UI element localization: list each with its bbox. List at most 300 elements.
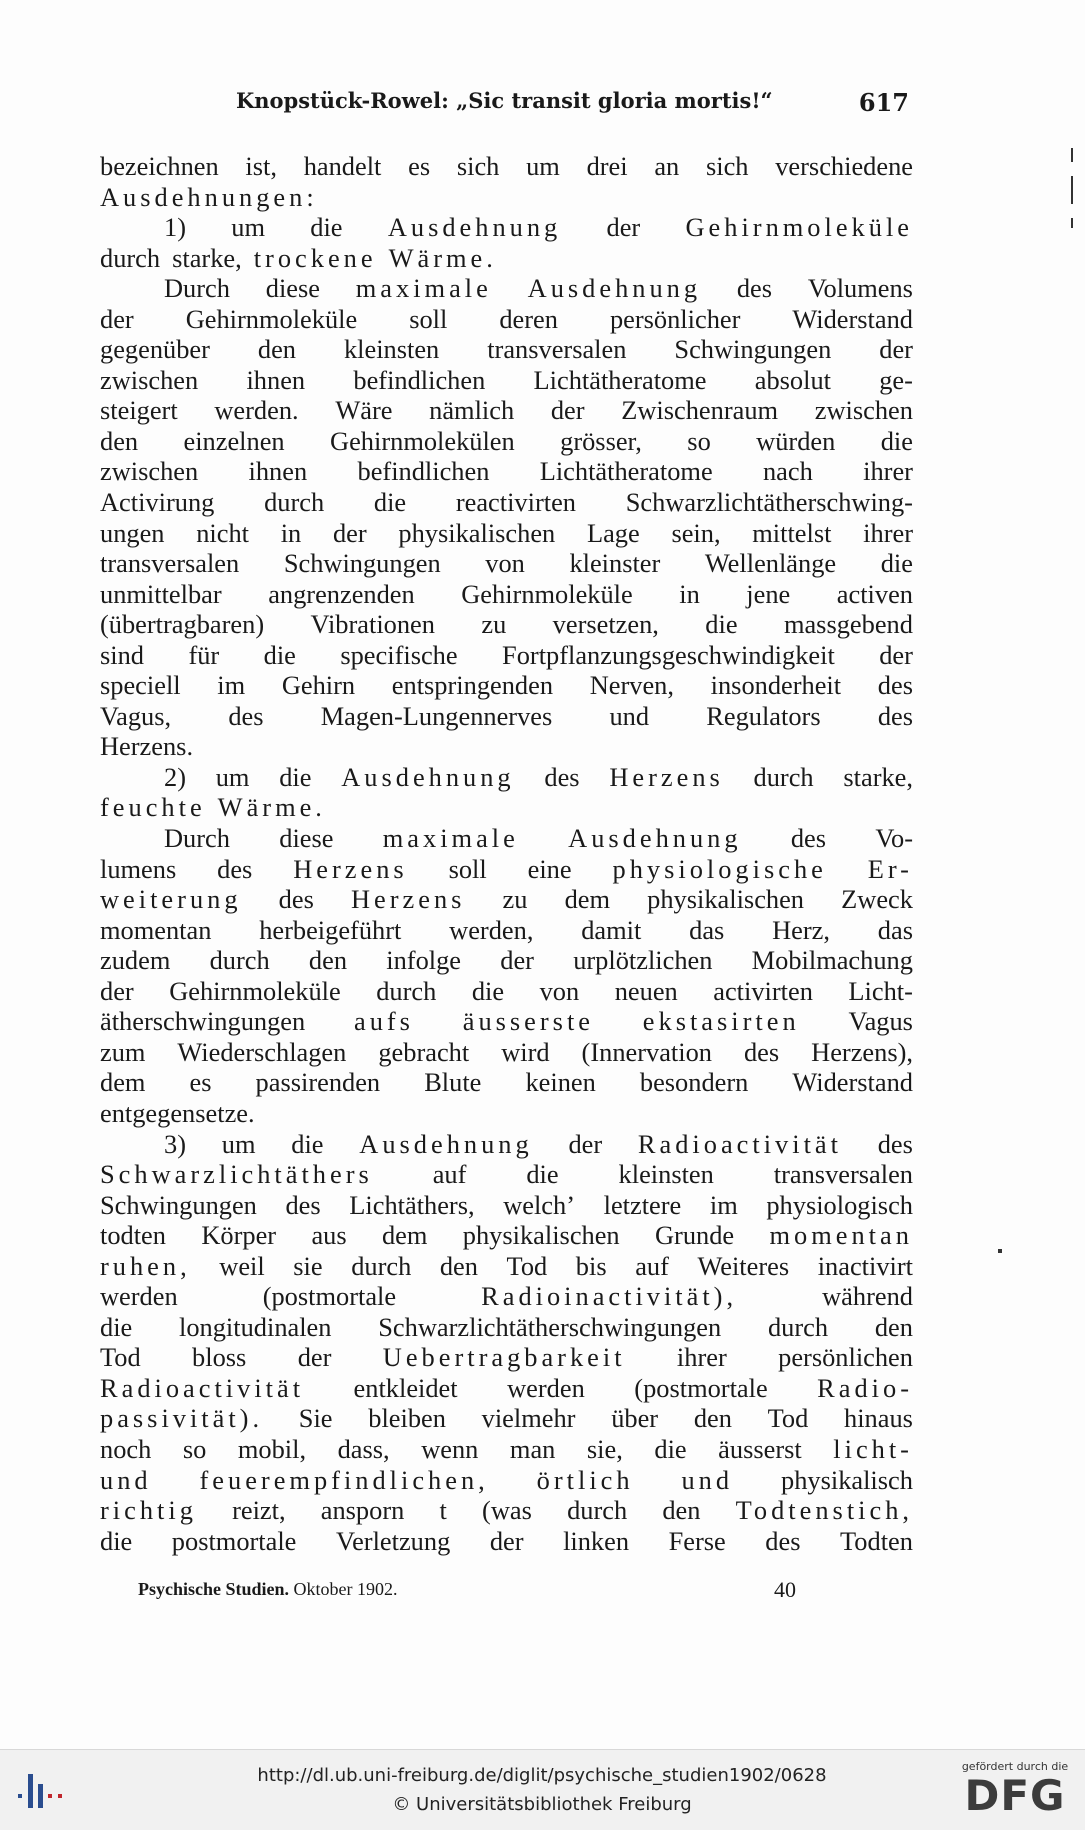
word: eine [527, 853, 572, 884]
word: transversalen [773, 1159, 913, 1190]
word: licht- [833, 1433, 913, 1464]
word: aus [311, 1220, 347, 1251]
word: handelt [303, 151, 382, 181]
word: nach [762, 456, 813, 487]
word: Widerstand [792, 303, 913, 334]
text-line [100, 212, 913, 243]
word: werden. [214, 395, 299, 426]
word: ätherschwingungen [100, 1006, 306, 1037]
text-line [100, 151, 913, 182]
word: mobil, [237, 1433, 307, 1464]
word: und [609, 700, 650, 731]
word: Schwarzlichtäthers [100, 1159, 373, 1190]
word: die [705, 609, 738, 640]
word: den [874, 1311, 913, 1342]
word: der [879, 334, 913, 365]
word: Sie [298, 1403, 333, 1434]
word: auf [635, 1250, 669, 1281]
text-line [100, 976, 913, 1007]
word: Zwischenraum [621, 395, 779, 426]
text-line [100, 334, 913, 365]
word: soll [409, 303, 448, 334]
word: durch [753, 761, 814, 792]
word: jene [746, 578, 791, 609]
word: Ausdehnung [568, 823, 742, 854]
text-line [100, 518, 913, 549]
word: (postmortale [634, 1372, 768, 1403]
word: 3) [164, 1128, 186, 1159]
text-line [100, 1434, 913, 1465]
word: Lichtäthers, [349, 1189, 475, 1220]
word: die [880, 548, 913, 579]
word: der [297, 1342, 332, 1373]
word: momentan [769, 1220, 913, 1251]
word: zudem [100, 945, 171, 976]
word: die [100, 1525, 133, 1556]
text-line [100, 945, 913, 976]
text-line [100, 1006, 913, 1037]
word: starke, [172, 242, 242, 273]
word: reactivirten [455, 487, 576, 518]
word: es [408, 151, 431, 181]
word: des [743, 1036, 780, 1067]
word: sich [456, 151, 500, 181]
running-title: Knopstück-Rowel: „Sic transit gloria mortis!“ [236, 88, 773, 113]
word: physikalischen [462, 1220, 620, 1251]
text-line [100, 884, 913, 915]
text-line [100, 456, 913, 487]
word: linken [563, 1525, 630, 1556]
word: ekstasirten [642, 1006, 800, 1037]
word: ge- [879, 364, 913, 395]
word: Grunde [655, 1220, 735, 1251]
word: passirenden [255, 1067, 381, 1098]
word: (was [482, 1495, 532, 1526]
word: lumens [100, 853, 177, 884]
word: über [611, 1403, 659, 1434]
word: werden [507, 1372, 585, 1403]
page-number: 617 [858, 88, 909, 117]
word: Tod [100, 1342, 141, 1373]
word: Gehirnmoleküle [461, 578, 633, 609]
word: nämlich [429, 395, 515, 426]
word: des [877, 1128, 913, 1159]
word: durch [351, 1250, 412, 1281]
signature-line [138, 1579, 818, 1607]
word: inactivirt [817, 1250, 913, 1281]
word: den [693, 1403, 732, 1434]
word: den [308, 945, 348, 976]
word: um [215, 761, 250, 792]
word: persönlicher [609, 303, 741, 334]
word: den [100, 425, 139, 456]
stray-mark [998, 1249, 1002, 1253]
word: (übertragbaren) [100, 609, 265, 640]
word: des [790, 823, 827, 854]
word: Wärme. [217, 792, 326, 823]
text-line [100, 1281, 913, 1312]
word: ihrer [863, 517, 913, 548]
library-logo-icon [14, 1768, 74, 1812]
word: letztere [603, 1189, 682, 1220]
word: keinen [525, 1067, 596, 1098]
text-line [100, 762, 913, 793]
word: die [291, 1128, 324, 1159]
word: physikalischen [398, 517, 556, 548]
text-line [100, 182, 913, 213]
word: Wiederschlagen [177, 1036, 347, 1067]
word: Fortpflanzungsgeschwindigkeit [502, 639, 835, 670]
word: der [879, 639, 913, 670]
body-text [100, 151, 913, 1556]
word: von [539, 975, 580, 1006]
word: durch [100, 242, 161, 273]
word: durch [209, 945, 270, 976]
word: um [221, 1128, 256, 1159]
word: befindlichen [353, 364, 486, 395]
word: Verletzung [335, 1525, 451, 1556]
word: Mobilmachung [751, 945, 913, 976]
text-line [100, 1403, 913, 1434]
word: das [877, 914, 913, 945]
word: Ausdehnung [341, 761, 515, 792]
text-line [100, 854, 913, 885]
word: Radioactivität [100, 1372, 305, 1403]
funder-badge [955, 1760, 1075, 1824]
word: besondern [639, 1067, 749, 1098]
word: zum [100, 1036, 146, 1067]
word: bezeichnen [100, 151, 219, 181]
word: Durch [164, 273, 230, 304]
word: vielmehr [481, 1403, 576, 1434]
word: der [332, 517, 367, 548]
word: dem [564, 884, 611, 915]
word: feuerempfindlichen, [199, 1464, 489, 1495]
word: ihrer [863, 456, 913, 487]
word: Vo- [875, 823, 913, 854]
word: ungen [100, 517, 165, 548]
word: die [310, 212, 343, 243]
word: neuen [614, 975, 678, 1006]
word: ist, [245, 151, 277, 181]
word: die [263, 639, 296, 670]
word: sein, [671, 517, 721, 548]
word: Lage [586, 517, 640, 548]
word: äusserste [462, 1006, 595, 1037]
word: welch’ [503, 1189, 576, 1220]
word: des [877, 670, 913, 701]
text-line [100, 731, 913, 762]
dfg-logo-icon: DFG [964, 1771, 1066, 1820]
text-line [100, 1342, 913, 1373]
word: das [689, 914, 725, 945]
word: Ausdehnung [527, 273, 702, 304]
text-line [100, 243, 913, 274]
word: zwischen [814, 395, 913, 426]
word: angrenzenden [268, 578, 415, 609]
word: die [373, 487, 407, 518]
word: persönlichen [778, 1342, 913, 1373]
word: der [568, 1128, 603, 1159]
word: kleinsten [343, 334, 440, 365]
word: an [654, 151, 680, 181]
word: Wärme. [388, 242, 497, 273]
word: Regulators [706, 700, 821, 731]
word: entgegensetze. [100, 1097, 255, 1128]
word: weil [219, 1250, 265, 1281]
word: durch [567, 1495, 628, 1526]
word: um [231, 212, 265, 243]
word: die [880, 425, 913, 456]
word: damit [581, 914, 642, 945]
word: physikalischen [647, 884, 805, 915]
word: auf [432, 1159, 467, 1190]
text-line [100, 487, 913, 518]
word: sie, [586, 1433, 623, 1464]
word: Nerven, [589, 670, 674, 701]
word: äusserst [718, 1433, 802, 1464]
text-line [100, 365, 913, 396]
word: aufs [353, 1006, 414, 1037]
word: der [489, 1525, 524, 1556]
word: werden, [449, 914, 534, 945]
word: die [471, 975, 505, 1006]
word: diese [279, 823, 334, 854]
word: starke, [843, 761, 913, 792]
text-line [100, 1495, 913, 1526]
word: Todtenstich, [735, 1495, 913, 1526]
text-line [100, 1220, 913, 1251]
word: um [526, 151, 560, 181]
word: diese [265, 273, 320, 304]
word: deren [499, 303, 558, 334]
word: Durch [164, 823, 230, 854]
word: durch [264, 487, 325, 518]
text-line [100, 548, 913, 579]
word: Gehirnmoleküle [169, 975, 341, 1006]
word: wenn [421, 1433, 479, 1464]
word: so [182, 1433, 207, 1464]
word: und [100, 1464, 152, 1495]
word: nicht [196, 517, 249, 548]
word: specifische [340, 639, 458, 670]
word: weiterung [100, 884, 242, 915]
word: steigert [100, 395, 178, 426]
word: Zweck [841, 884, 913, 915]
word: Volumens [807, 273, 913, 304]
word: Wellenlänge [704, 548, 837, 579]
word: Schwingungen [100, 1189, 257, 1220]
word: Körper [201, 1220, 277, 1251]
word: 2) [164, 761, 186, 792]
word: durch [767, 1311, 829, 1342]
text-line [100, 1037, 913, 1068]
word: sich [705, 151, 749, 181]
word: dem [100, 1067, 146, 1098]
word: des [278, 884, 314, 915]
word: reizt, [232, 1495, 286, 1526]
journal-name: Psychische Studien. [138, 1579, 290, 1599]
word: passivität). [100, 1403, 264, 1434]
word: in [679, 578, 700, 609]
word: Wäre [335, 395, 393, 426]
word: physiologische [612, 853, 827, 884]
word: entspringenden [391, 670, 554, 701]
text-line [100, 701, 913, 732]
word: hinaus [844, 1403, 913, 1434]
word: bleiben [368, 1403, 446, 1434]
word: wird [501, 1036, 550, 1067]
word: Herz, [772, 914, 830, 945]
word: momentan [100, 914, 212, 945]
word: Schwarzlichtätherschwingungen [378, 1311, 722, 1342]
word: für [188, 639, 220, 670]
word: trockene [253, 242, 377, 273]
word: die [526, 1159, 559, 1190]
word: drei [586, 151, 628, 181]
word: absolut [754, 364, 831, 395]
word: Gehirnmolekülen [330, 425, 515, 456]
word: herbeigeführt [259, 914, 402, 945]
word: Magen-Lungennerves [320, 700, 553, 731]
word: noch [100, 1433, 152, 1464]
word: sie [293, 1250, 323, 1281]
word: Lichtätheratome [539, 456, 713, 487]
text-line [100, 426, 913, 457]
word: entkleidet [353, 1372, 458, 1403]
word: ansporn [320, 1495, 405, 1526]
word: Herzens [293, 853, 408, 884]
text-line [100, 823, 913, 854]
word: (postmortale [262, 1281, 397, 1312]
word: der [500, 945, 534, 976]
word: Herzens [350, 884, 466, 915]
word: des [217, 853, 253, 884]
text-line [100, 1251, 913, 1282]
text-line [100, 273, 913, 304]
word: physiologisch [766, 1189, 913, 1220]
word: t [439, 1495, 447, 1526]
word: grösser, [560, 425, 642, 456]
word: ihrer [676, 1342, 727, 1373]
word: und [681, 1464, 734, 1495]
word: kleinsten [618, 1159, 714, 1190]
word: einzelnen [183, 425, 285, 456]
word: verschiedene [775, 151, 913, 181]
text-line [100, 1129, 913, 1160]
word: insonderheit [710, 670, 842, 701]
word: mittelst [752, 517, 832, 548]
word: Uebertragbarkeit [382, 1342, 626, 1373]
word: den [662, 1495, 701, 1526]
text-line [100, 1465, 913, 1496]
issue-date: Oktober 1902. [293, 1579, 398, 1599]
word: durch [376, 975, 437, 1006]
word: Ferse [668, 1525, 726, 1556]
document-url-link[interactable]: http://dl.ub.uni-freiburg.de/diglit/psychische_studien1902/0628 [257, 1765, 827, 1786]
word: todten [100, 1220, 166, 1251]
word: zwischen [100, 456, 199, 487]
word: der [606, 212, 641, 243]
word: Todten [840, 1525, 913, 1556]
text-line [100, 1190, 913, 1221]
word: speciell [100, 670, 181, 701]
word: des [877, 700, 913, 731]
word: transversalen [487, 334, 627, 365]
word: der [550, 395, 585, 426]
word: würden [756, 425, 836, 456]
text-line [100, 304, 913, 335]
word: in [280, 517, 302, 548]
text-line [100, 609, 913, 640]
word: Herzens [609, 761, 724, 792]
word: zu [481, 609, 507, 640]
running-head [100, 88, 913, 124]
word: maximale [382, 823, 519, 854]
text-line [100, 640, 913, 671]
word: ruhen, [100, 1250, 191, 1281]
text-line [100, 579, 913, 610]
word: unmittelbar [100, 578, 222, 609]
word: örtlich [536, 1464, 634, 1495]
word: physikalisch [781, 1464, 913, 1495]
word: activen [836, 578, 913, 609]
text-line [100, 1373, 913, 1404]
word: Ausdehnung [387, 212, 562, 243]
word: Tod [506, 1250, 548, 1281]
word: Ausdehnung [359, 1128, 533, 1159]
word: der [100, 303, 134, 334]
word: bis [575, 1250, 607, 1281]
word: Radioinactivität), [481, 1281, 738, 1312]
word: soll [448, 853, 487, 884]
text-line [100, 670, 913, 701]
word: dass, [337, 1433, 390, 1464]
word: die [279, 761, 312, 792]
funder-caption: gefördert durch die [961, 1760, 1069, 1773]
word: Widerstand [792, 1067, 913, 1098]
text-line [100, 1312, 913, 1343]
word: Lichtätheratome [533, 364, 707, 395]
word: feuchte [100, 792, 206, 823]
word: sind [100, 639, 144, 670]
word: Schwarzlichtätherschwing- [625, 487, 913, 518]
word: befindlichen [357, 456, 490, 487]
word: Er- [867, 853, 913, 884]
word: Vagus, [100, 700, 172, 731]
text-line [100, 1526, 913, 1557]
word: des [544, 761, 580, 792]
word: infolge [386, 945, 462, 976]
word: kleinster [569, 548, 661, 579]
word: Gehirnmoleküle [685, 212, 913, 243]
word: zwischen [100, 364, 199, 395]
word: Gehirn [281, 670, 356, 701]
word: Tod [767, 1403, 809, 1434]
word: die [654, 1433, 687, 1464]
word: 1) [164, 212, 186, 243]
text-line [100, 915, 913, 946]
word: urplötzlichen [573, 945, 713, 976]
word: den [257, 334, 296, 365]
word: postmortale [171, 1525, 297, 1556]
word: versetzen, [552, 609, 659, 640]
margin-marks [1071, 148, 1073, 240]
word: werden [100, 1281, 178, 1312]
sheet-signature: 40 [774, 1577, 796, 1602]
word: Blute [424, 1067, 482, 1098]
text-line [100, 1098, 913, 1129]
